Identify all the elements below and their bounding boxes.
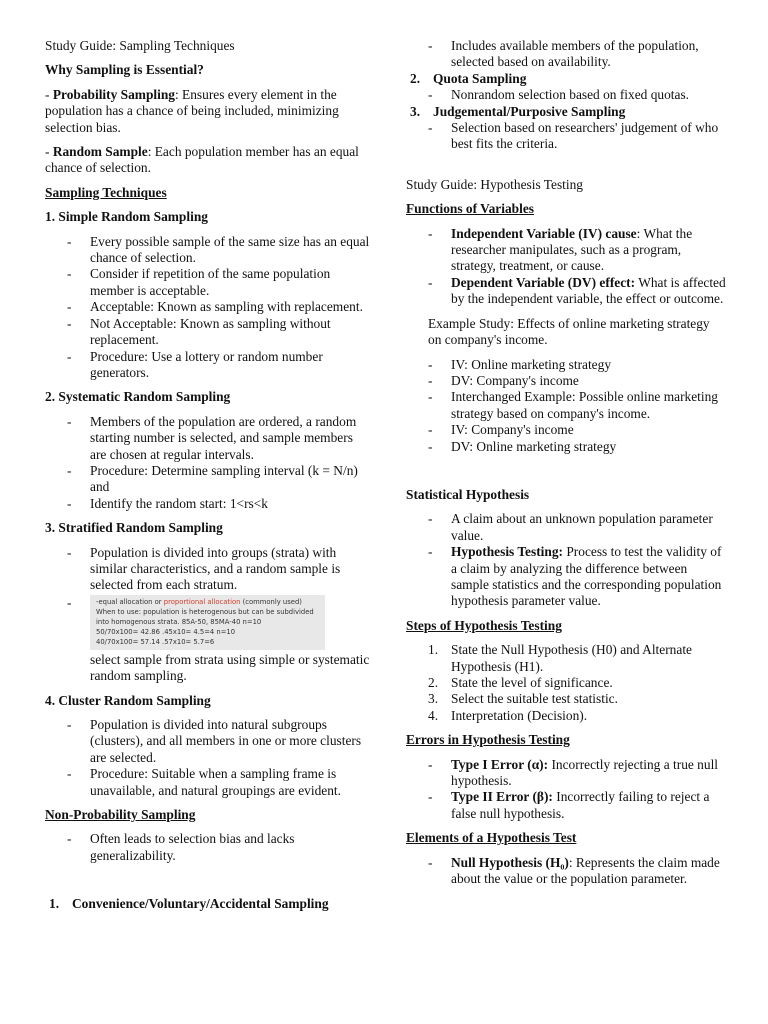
convenience-heading [45,896,370,912]
list-item: - Nonrandom selection based on fixed quotas. [406,87,726,103]
convenience-heading-list [45,896,370,912]
type2-text: Incorrectly failing to reject a false null hypothesis. [451,789,710,821]
note-line-1b: (commonly used) [240,597,302,606]
list-item [406,226,726,275]
example-study-text: Example Study: Effects of online marketing strategy on company's income. [428,315,710,348]
list-item: - A claim about an unknown population parameter value. [406,511,726,544]
list-item: - IV: Online marketing strategy [406,357,726,373]
steps-list [406,642,726,724]
list-item: - Consider if repetition of the same population member is acceptable. [45,266,370,299]
elements-list [406,855,726,888]
list-item: - Identify the random start: 1<rs<k [45,496,370,512]
errors-heading: Errors in Hypothesis Testing [406,732,570,748]
list-item: - Not Acceptable: Known as sampling without replacement. [45,316,370,349]
cluster-random-list [45,717,370,799]
steps-heading: Steps of Hypothesis Testing [406,617,562,633]
stratified-random-heading: 3. Stratified Random Sampling [45,520,223,536]
dv-term: Dependent Variable (DV) effect: [451,274,636,290]
list-item [406,855,726,888]
judgemental-heading-text: Judgemental/Purposive Sampling [433,103,626,119]
list-item: - Interchanged Example: Possible online marketing strategy based on company's income. [406,389,726,422]
list-item: - Population is divided into natural subgroups (clusters), and all members in one or more clusters are selected. [45,717,370,766]
type1-text: Incorrectly rejecting a true null hypothesis. [451,756,719,789]
list-item [406,789,726,822]
stratified-random-list [45,545,370,650]
non-probability-list [45,831,370,864]
systematic-random-heading: 2. Systematic Random Sampling [45,389,231,405]
list-item [406,275,726,308]
random-sample-paragraph: - Random Sample: Each population member has an equal chance of selection. [45,144,359,176]
stratified-after-text: select sample from strata using simple or systematic random sampling. [90,651,370,684]
systematic-random-list [45,414,370,512]
why-sampling-heading: Why Sampling is Essential? [45,62,204,78]
list-item: - Includes available members of the population, selected based on availability. [406,38,726,71]
judgemental-number: 3. [410,103,421,119]
simple-random-heading: 1. Simple Random Sampling [45,209,208,225]
list-item: - DV: Company's income [406,373,726,389]
note-line-4: 40/70x100= 57.14 .57x10= 5.7=6 [96,637,215,646]
list-item: - Every possible sample of the same size has an equal chance of selection. [45,234,370,267]
simple-random-list [45,234,370,382]
list-item: - Members of the population are ordered, a random starting number is selected, and sample members are chosen at regular intervals. [45,414,370,463]
probability-term: Probability Sampling [52,86,175,102]
cluster-random-heading: 4. Cluster Random Sampling [45,692,211,708]
quota-heading [406,71,726,87]
convenience-heading-text: Convenience/Voluntary/Accidental Sampling [72,896,329,912]
list-item: - DV: Online marketing strategy [406,439,726,455]
list-item: 3. Select the suitable test statistic. [428,691,618,707]
left-column [45,38,370,913]
hypothesis-testing-term: Hypothesis Testing: [451,544,563,560]
variables-list [406,226,726,308]
quota-heading-list [406,71,726,87]
list-item: - Procedure: Use a lottery or random number generators. [45,349,370,382]
probability-sampling-paragraph: - Probability Sampling: Ensures every element in the population has a chance of being included, minimizing selection bias. [45,86,339,135]
list-item [406,544,726,610]
note-line-1a: -equal allocation or [96,597,164,606]
sampling-techniques-heading: Sampling Techniques [45,184,167,200]
type1-term: Type I Error (α): [451,756,549,772]
right-column [406,38,726,887]
note-line-2: When to use: population is heterogenous but can be subdivided into homogenous strata. 85A-50, 85MA-40 n=10 [96,607,314,626]
iv-term: Independent Variable (IV) cause [451,225,637,241]
dv-text: What is affected by the independent variable, the effect or outcome. [451,274,726,307]
probability-text: : Ensures every element in the population has a chance of being included, minimizing selection bias. [45,86,339,135]
quota-number: 2. [410,70,421,86]
functions-of-variables-heading: Functions of Variables [406,201,534,217]
list-item: 2. State the level of significance. [428,675,613,690]
list-item: 4. Interpretation (Decision). [428,707,588,723]
errors-list [406,757,726,823]
random-sample-text: : Each population member has an equal chance of selection. [45,144,359,176]
iv-text: : What the researcher manipulates, such as a program, strategy, treatment, or cause. [451,225,693,274]
list-item: - Population is divided into groups (strata) with similar characteristics, and a random sample is selected from each stratum. [45,545,370,594]
statistical-hypothesis-heading: Statistical Hypothesis [406,486,530,502]
list-item-note [45,595,370,650]
elements-heading: Elements of a Hypothesis Test [406,830,577,846]
list-item: 1. State the Null Hypothesis (H0) and Alternate Hypothesis (H1). [428,642,692,674]
convenience-list [406,38,726,71]
judgemental-heading-list [406,104,726,120]
list-item: - Procedure: Determine sampling interval (k = N/n) and [45,463,370,496]
hypothesis-doc-title: Study Guide: Hypothesis Testing [406,176,583,192]
null-hypothesis-text: : Represents the claim made about the value or the population parameter. [451,854,720,887]
random-sample-term: Random Sample [52,144,148,160]
statistical-hypothesis-list [406,511,726,609]
type2-term: Type II Error (β): [451,789,553,805]
list-item: - Selection based on researchers' judgement of who best fits the criteria. [406,120,726,153]
list-item [406,757,726,790]
note-line-3: 50/70x100= 42.86 .45x10= 4.5=4 n=10 [96,627,236,636]
quota-list [406,87,726,103]
null-hypothesis-term: Null Hypothesis (H₀) [451,854,569,870]
list-item: - IV: Company's income [406,422,726,438]
list-item: - Often leads to selection bias and lacks generalizability. [45,831,370,864]
judgemental-list [406,120,726,153]
judgemental-heading [406,104,726,120]
handwritten-note-image [90,595,325,650]
quota-heading-text: Quota Sampling [433,70,527,86]
non-probability-heading: Non-Probability Sampling [45,807,196,823]
convenience-number: 1. [49,896,60,912]
list-item: - Acceptable: Known as sampling with replacement. [45,299,370,315]
example-list [406,357,726,455]
hypothesis-testing-text: Process to test the validity of a claim by analyzing the difference between sample statistics and the corresponding population hypothesis parameter value. [451,544,722,609]
note-line-1-red: proportional allocation [163,597,241,606]
doc-title: Study Guide: Sampling Techniques [45,38,235,53]
list-item: - Procedure: Suitable when a sampling frame is unavailable, and natural groupings are evident. [45,766,370,799]
